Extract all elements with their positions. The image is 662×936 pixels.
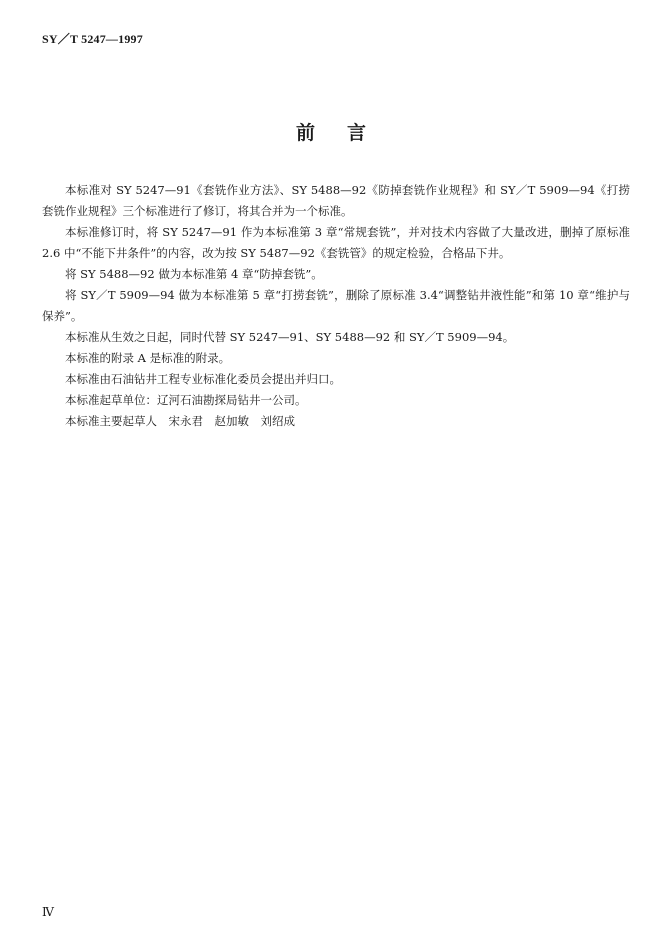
- paragraph-chapter-4: 将 SY 5488—92 做为本标准第 4 章“防掉套铣”。: [65, 267, 323, 281]
- paragraph-drafting-unit: 本标准起草单位：辽河石油勘探局钻井一公司。: [65, 393, 307, 407]
- page-number: Ⅳ: [42, 905, 54, 919]
- paragraph-chapter-3: 本标准修订时，将 SY 5247—91 作为本标准第 3 章“常规套铣”，并对技术内容做了大量改进，删掉了原标准 2.6 中“不能下井条件”的内容，改为按 SY 5487—92《套铣管》的规定检验，合格品下井。: [42, 225, 630, 260]
- paragraph-chapter-5: 将 SY／T 5909—94 做为本标准第 5 章“打捞套铣”，删除了原标准 3.4“调整钻井液性能”和第 10 章“维护与保养”。: [42, 288, 630, 323]
- paragraph-replacement: 本标准从生效之日起，同时代替 SY 5247—91、SY 5488—92 和 SY／T 5909—94。: [65, 330, 515, 344]
- paragraph-proposer: 本标准由石油钻井工程专业标准化委员会提出并归口。: [65, 372, 341, 386]
- standard-code-header: SY／T 5247—1997: [42, 32, 143, 46]
- page-title: 前言: [295, 122, 398, 144]
- paragraph-revision-scope: 本标准对 SY 5247—91《套铣作业方法》、SY 5488—92《防掉套铣作业规程》和 SY／T 5909—94《打捞套铣作业规程》三个标准进行了修订，将其合并为一个标准。: [42, 183, 630, 218]
- paragraph-drafters: 本标准主要起草人 宋永君 赵加敏 刘绍成: [65, 414, 295, 428]
- foreword-body: [42, 180, 630, 432]
- paragraph-appendix: 本标准的附录 A 是标准的附录。: [65, 351, 231, 365]
